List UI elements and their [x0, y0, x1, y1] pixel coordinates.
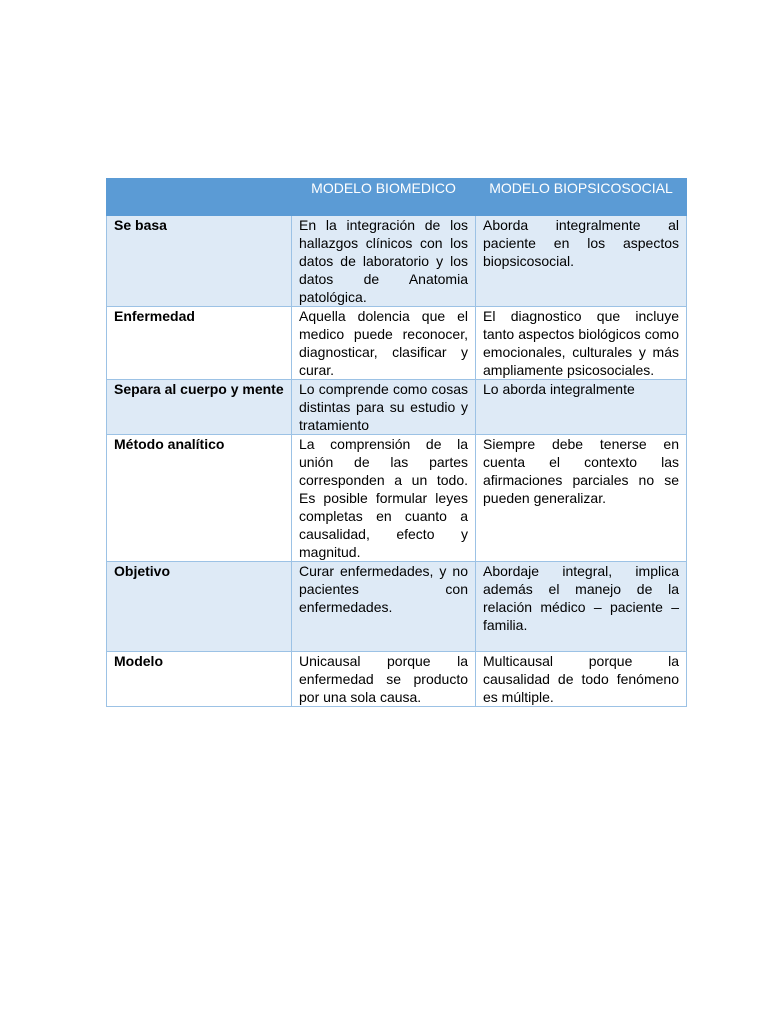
- cell-biopsicosocial: Lo aborda integralmente: [476, 380, 687, 435]
- row-label: Método analítico: [107, 435, 292, 562]
- table-row: [107, 435, 687, 562]
- cell-biopsicosocial: Siempre debe tenerse en cuenta el contexto las afirmaciones parciales no se pueden generalizar.: [476, 435, 687, 562]
- cell-biomedico: Aquella dolencia que el medico puede reconocer, diagnosticar, clasificar y curar.: [292, 307, 476, 380]
- cell-biomedico: Curar enfermedades, y no pacientes con enfermedades.: [292, 562, 476, 652]
- table-row: [107, 216, 687, 307]
- row-label: Enfermedad: [107, 307, 292, 380]
- cell-biopsicosocial: Aborda integralmente al paciente en los aspectos biopsicosocial.: [476, 216, 687, 307]
- table-row: [107, 562, 687, 652]
- cell-biopsicosocial: El diagnostico que incluye tanto aspectos biológicos como emocionales, culturales y más ampliamente psicosociales.: [476, 307, 687, 380]
- table-row: [107, 307, 687, 380]
- comparison-table: [106, 178, 687, 707]
- cell-biomedico: Unicausal porque la enfermedad se producto por una sola causa.: [292, 652, 476, 707]
- row-label: Separa al cuerpo y mente: [107, 380, 292, 435]
- table-header-row: [107, 179, 687, 216]
- cell-biomedico: En la integración de los hallazgos clínicos con los datos de laboratorio y los datos de Anatomia patológica.: [292, 216, 476, 307]
- header-empty: [107, 179, 292, 216]
- table-row: [107, 652, 687, 707]
- row-label: Objetivo: [107, 562, 292, 652]
- cell-biopsicosocial: Multicausal porque la causalidad de todo fenómeno es múltiple.: [476, 652, 687, 707]
- cell-biomedico: Lo comprende como cosas distintas para su estudio y tratamiento: [292, 380, 476, 435]
- cell-biomedico: La comprensión de la unión de las partes corresponden a un todo. Es posible formular leyes completas en cuanto a causalidad, efecto y magnitud.: [292, 435, 476, 562]
- cell-biopsicosocial: Abordaje integral, implica además el manejo de la relación médico – paciente – familia.: [476, 562, 687, 652]
- header-biomedico: MODELO BIOMEDICO: [292, 179, 476, 216]
- table-row: [107, 380, 687, 435]
- header-biopsicosocial: MODELO BIOPSICOSOCIAL: [476, 179, 687, 216]
- row-label: Modelo: [107, 652, 292, 707]
- row-label: Se basa: [107, 216, 292, 307]
